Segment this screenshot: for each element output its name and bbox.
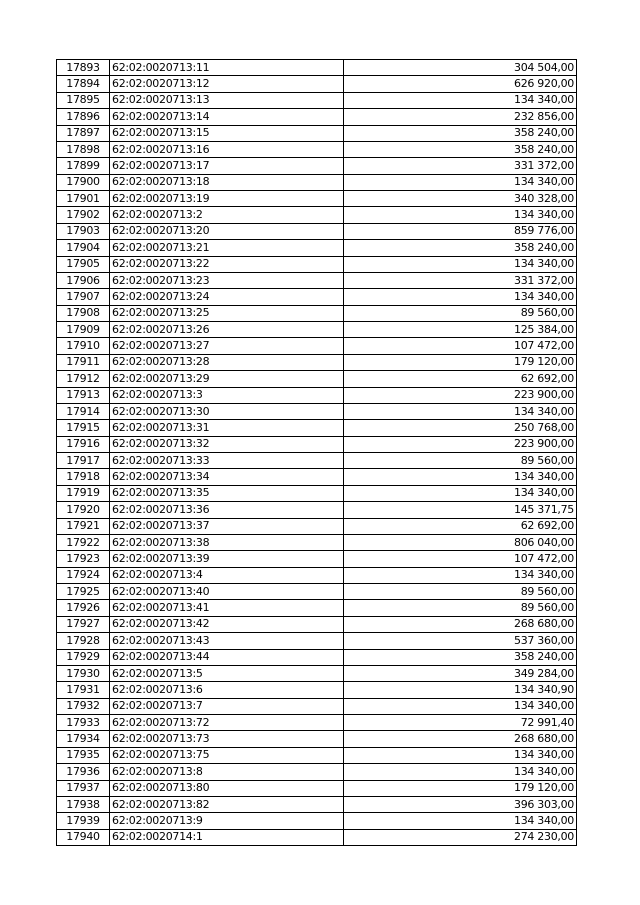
row-number-cell: 17940 [57,829,110,845]
row-number-cell: 17898 [57,141,110,157]
table-row [57,387,577,403]
table-row [57,600,577,616]
cadastral-value-table [56,59,577,846]
row-number-cell: 17900 [57,174,110,190]
table-row [57,207,577,223]
cadastral-number-cell: 62:02:0020713:35 [110,485,344,501]
cadastral-number-cell: 62:02:0020713:40 [110,584,344,600]
row-number-cell: 17933 [57,715,110,731]
table-row [57,469,577,485]
document-page [56,59,577,846]
row-number-cell: 17904 [57,240,110,256]
cadastral-number-cell: 62:02:0020713:3 [110,387,344,403]
cadastral-number-cell: 62:02:0020713:19 [110,191,344,207]
row-number-cell: 17903 [57,223,110,239]
cadastral-value-cell: 134 340,00 [344,764,577,780]
cadastral-number-cell: 62:02:0020713:23 [110,272,344,288]
row-number-cell: 17911 [57,354,110,370]
cadastral-value-cell: 62 692,00 [344,518,577,534]
row-number-cell: 17897 [57,125,110,141]
cadastral-number-cell: 62:02:0020713:26 [110,322,344,338]
table-body [57,60,577,846]
cadastral-value-cell: 537 360,00 [344,633,577,649]
cadastral-value-cell: 134 340,00 [344,174,577,190]
cadastral-number-cell: 62:02:0020713:80 [110,780,344,796]
cadastral-value-cell: 145 371,75 [344,502,577,518]
cadastral-number-cell: 62:02:0020713:7 [110,698,344,714]
row-number-cell: 17905 [57,256,110,272]
cadastral-number-cell: 62:02:0020713:36 [110,502,344,518]
table-row [57,567,577,583]
row-number-cell: 17894 [57,76,110,92]
cadastral-number-cell: 62:02:0020713:16 [110,141,344,157]
cadastral-value-cell: 358 240,00 [344,125,577,141]
row-number-cell: 17934 [57,731,110,747]
cadastral-value-cell: 62 692,00 [344,371,577,387]
cadastral-value-cell: 304 504,00 [344,60,577,76]
cadastral-number-cell: 62:02:0020713:37 [110,518,344,534]
cadastral-number-cell: 62:02:0020713:2 [110,207,344,223]
table-row [57,715,577,731]
row-number-cell: 17916 [57,436,110,452]
table-row [57,240,577,256]
table-row [57,764,577,780]
cadastral-number-cell: 62:02:0020713:20 [110,223,344,239]
cadastral-value-cell: 107 472,00 [344,338,577,354]
cadastral-value-cell: 134 340,00 [344,256,577,272]
cadastral-number-cell: 62:02:0020713:14 [110,109,344,125]
cadastral-value-cell: 89 560,00 [344,305,577,321]
row-number-cell: 17939 [57,813,110,829]
table-row [57,436,577,452]
cadastral-number-cell: 62:02:0020713:11 [110,60,344,76]
table-row [57,191,577,207]
row-number-cell: 17921 [57,518,110,534]
cadastral-number-cell: 62:02:0020713:13 [110,92,344,108]
table-row [57,272,577,288]
row-number-cell: 17918 [57,469,110,485]
row-number-cell: 17931 [57,682,110,698]
row-number-cell: 17929 [57,649,110,665]
cadastral-value-cell: 134 340,00 [344,485,577,501]
row-number-cell: 17896 [57,109,110,125]
cadastral-value-cell: 134 340,90 [344,682,577,698]
row-number-cell: 17924 [57,567,110,583]
row-number-cell: 17893 [57,60,110,76]
table-row [57,518,577,534]
cadastral-number-cell: 62:02:0020713:44 [110,649,344,665]
cadastral-number-cell: 62:02:0020713:43 [110,633,344,649]
cadastral-value-cell: 349 284,00 [344,665,577,681]
table-row [57,256,577,272]
cadastral-number-cell: 62:02:0020713:12 [110,76,344,92]
cadastral-value-cell: 89 560,00 [344,600,577,616]
cadastral-number-cell: 62:02:0020713:31 [110,420,344,436]
row-number-cell: 17907 [57,289,110,305]
row-number-cell: 17923 [57,551,110,567]
cadastral-value-cell: 223 900,00 [344,436,577,452]
cadastral-value-cell: 125 384,00 [344,322,577,338]
table-row [57,551,577,567]
cadastral-value-cell: 134 340,00 [344,747,577,763]
cadastral-value-cell: 806 040,00 [344,534,577,550]
row-number-cell: 17937 [57,780,110,796]
cadastral-number-cell: 62:02:0020713:22 [110,256,344,272]
row-number-cell: 17895 [57,92,110,108]
cadastral-value-cell: 179 120,00 [344,354,577,370]
cadastral-value-cell: 232 856,00 [344,109,577,125]
row-number-cell: 17919 [57,485,110,501]
row-number-cell: 17938 [57,796,110,812]
cadastral-number-cell: 62:02:0020713:32 [110,436,344,452]
cadastral-value-cell: 358 240,00 [344,240,577,256]
row-number-cell: 17930 [57,665,110,681]
cadastral-value-cell: 134 340,00 [344,92,577,108]
table-row [57,305,577,321]
cadastral-number-cell: 62:02:0020713:17 [110,158,344,174]
cadastral-value-cell: 134 340,00 [344,403,577,419]
cadastral-number-cell: 62:02:0020713:28 [110,354,344,370]
cadastral-number-cell: 62:02:0020713:18 [110,174,344,190]
table-row [57,371,577,387]
cadastral-value-cell: 134 340,00 [344,289,577,305]
row-number-cell: 17928 [57,633,110,649]
cadastral-number-cell: 62:02:0020713:39 [110,551,344,567]
cadastral-value-cell: 331 372,00 [344,158,577,174]
cadastral-value-cell: 274 230,00 [344,829,577,845]
cadastral-value-cell: 134 340,00 [344,698,577,714]
row-number-cell: 17899 [57,158,110,174]
table-row [57,338,577,354]
row-number-cell: 17908 [57,305,110,321]
row-number-cell: 17913 [57,387,110,403]
cadastral-number-cell: 62:02:0020713:5 [110,665,344,681]
table-row [57,796,577,812]
cadastral-value-cell: 134 340,00 [344,207,577,223]
cadastral-value-cell: 223 900,00 [344,387,577,403]
table-row [57,780,577,796]
row-number-cell: 17917 [57,453,110,469]
cadastral-number-cell: 62:02:0020713:38 [110,534,344,550]
table-row [57,485,577,501]
cadastral-number-cell: 62:02:0020713:29 [110,371,344,387]
table-row [57,322,577,338]
row-number-cell: 17925 [57,584,110,600]
table-row [57,92,577,108]
row-number-cell: 17906 [57,272,110,288]
row-number-cell: 17935 [57,747,110,763]
table-row [57,223,577,239]
cadastral-value-cell: 626 920,00 [344,76,577,92]
cadastral-number-cell: 62:02:0020714:1 [110,829,344,845]
cadastral-value-cell: 396 303,00 [344,796,577,812]
cadastral-value-cell: 72 991,40 [344,715,577,731]
row-number-cell: 17920 [57,502,110,518]
row-number-cell: 17927 [57,616,110,632]
table-row [57,453,577,469]
cadastral-value-cell: 250 768,00 [344,420,577,436]
table-row [57,616,577,632]
cadastral-number-cell: 62:02:0020713:42 [110,616,344,632]
cadastral-number-cell: 62:02:0020713:24 [110,289,344,305]
cadastral-value-cell: 89 560,00 [344,584,577,600]
table-row [57,731,577,747]
row-number-cell: 17914 [57,403,110,419]
cadastral-number-cell: 62:02:0020713:15 [110,125,344,141]
cadastral-value-cell: 107 472,00 [344,551,577,567]
cadastral-number-cell: 62:02:0020713:9 [110,813,344,829]
table-row [57,698,577,714]
cadastral-value-cell: 89 560,00 [344,453,577,469]
row-number-cell: 17926 [57,600,110,616]
table-row [57,60,577,76]
cadastral-number-cell: 62:02:0020713:73 [110,731,344,747]
cadastral-value-cell: 859 776,00 [344,223,577,239]
table-row [57,125,577,141]
cadastral-number-cell: 62:02:0020713:6 [110,682,344,698]
table-row [57,584,577,600]
table-row [57,682,577,698]
table-row [57,158,577,174]
cadastral-value-cell: 179 120,00 [344,780,577,796]
cadastral-number-cell: 62:02:0020713:41 [110,600,344,616]
row-number-cell: 17901 [57,191,110,207]
table-row [57,76,577,92]
table-row [57,649,577,665]
row-number-cell: 17922 [57,534,110,550]
row-number-cell: 17902 [57,207,110,223]
table-row [57,633,577,649]
row-number-cell: 17912 [57,371,110,387]
cadastral-value-cell: 268 680,00 [344,731,577,747]
table-row [57,813,577,829]
cadastral-number-cell: 62:02:0020713:21 [110,240,344,256]
table-row [57,829,577,845]
cadastral-value-cell: 340 328,00 [344,191,577,207]
cadastral-number-cell: 62:02:0020713:30 [110,403,344,419]
cadastral-number-cell: 62:02:0020713:27 [110,338,344,354]
cadastral-number-cell: 62:02:0020713:75 [110,747,344,763]
table-row [57,354,577,370]
table-row [57,141,577,157]
table-row [57,420,577,436]
cadastral-value-cell: 331 372,00 [344,272,577,288]
cadastral-number-cell: 62:02:0020713:8 [110,764,344,780]
cadastral-value-cell: 358 240,00 [344,141,577,157]
cadastral-value-cell: 134 340,00 [344,813,577,829]
row-number-cell: 17936 [57,764,110,780]
cadastral-value-cell: 358 240,00 [344,649,577,665]
table-row [57,403,577,419]
table-row [57,502,577,518]
table-row [57,109,577,125]
table-row [57,534,577,550]
cadastral-number-cell: 62:02:0020713:33 [110,453,344,469]
table-row [57,747,577,763]
row-number-cell: 17910 [57,338,110,354]
cadastral-number-cell: 62:02:0020713:34 [110,469,344,485]
cadastral-number-cell: 62:02:0020713:4 [110,567,344,583]
row-number-cell: 17909 [57,322,110,338]
cadastral-value-cell: 134 340,00 [344,469,577,485]
table-row [57,665,577,681]
row-number-cell: 17932 [57,698,110,714]
cadastral-number-cell: 62:02:0020713:82 [110,796,344,812]
row-number-cell: 17915 [57,420,110,436]
cadastral-value-cell: 134 340,00 [344,567,577,583]
cadastral-value-cell: 268 680,00 [344,616,577,632]
table-row [57,174,577,190]
cadastral-number-cell: 62:02:0020713:72 [110,715,344,731]
cadastral-number-cell: 62:02:0020713:25 [110,305,344,321]
table-row [57,289,577,305]
